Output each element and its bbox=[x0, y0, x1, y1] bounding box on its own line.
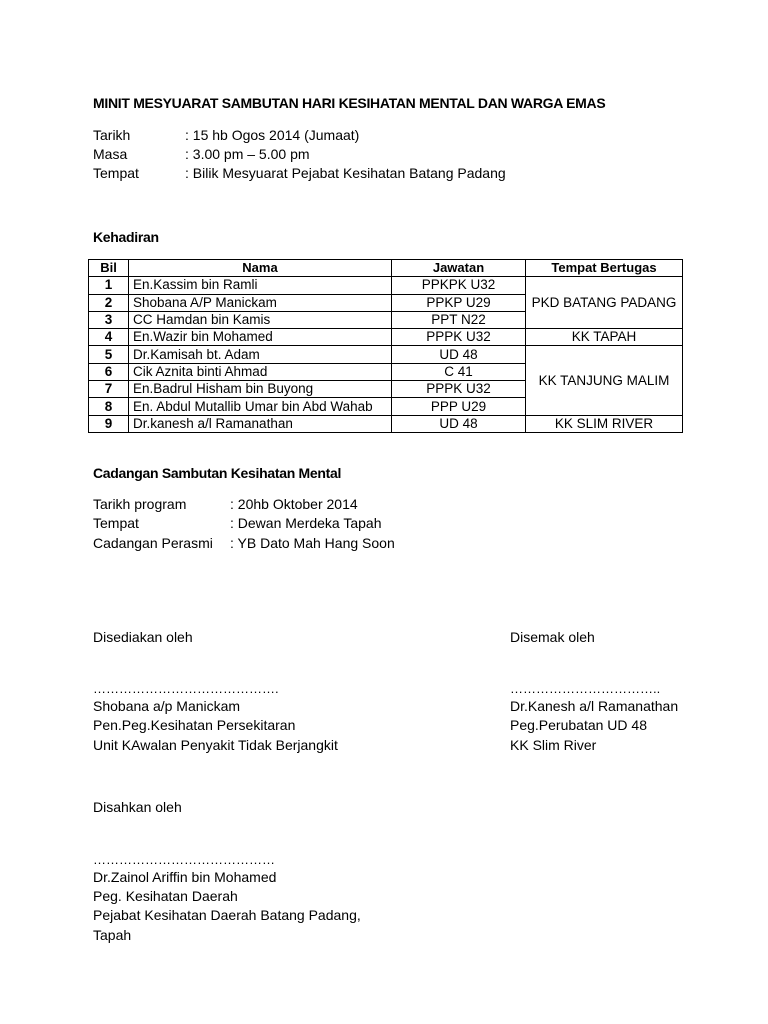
disediakan-position: Pen.Peg.Kesihatan Persekitaran bbox=[93, 717, 296, 733]
disemak-label: Disemak oleh bbox=[510, 629, 595, 645]
perasmi-value: : YB Dato Mah Hang Soon bbox=[230, 535, 395, 551]
header-nama: Nama bbox=[129, 260, 392, 277]
program-venue-label: Tempat bbox=[93, 515, 139, 531]
header-bil: Bil bbox=[89, 260, 129, 277]
row-nama: Dr.kanesh a/l Ramanathan bbox=[129, 415, 392, 432]
row-bil: 9 bbox=[89, 415, 129, 432]
header-jawatan: Jawatan bbox=[392, 260, 526, 277]
tempat-value: : Bilik Mesyuarat Pejabat Kesihatan Batang Padang bbox=[185, 165, 506, 181]
row-bil: 2 bbox=[89, 294, 129, 311]
masa-value: : 3.00 pm – 5.00 pm bbox=[185, 146, 310, 162]
table-row bbox=[89, 346, 683, 363]
row-nama: Shobana A/P Manickam bbox=[129, 294, 392, 311]
table-row bbox=[89, 415, 683, 432]
disemak-unit: KK Slim River bbox=[510, 737, 597, 753]
program-venue-value: : Dewan Merdeka Tapah bbox=[230, 515, 382, 531]
attendance-table bbox=[88, 259, 683, 433]
perasmi-label: Cadangan Perasmi bbox=[93, 535, 213, 551]
row-nama: Cik Aznita binti Ahmad bbox=[129, 363, 392, 380]
cadangan-heading: Cadangan Sambutan Kesihatan Mental bbox=[93, 465, 342, 481]
row-bil: 4 bbox=[89, 329, 129, 346]
disahkan-name: Dr.Zainol Ariffin bin Mohamed bbox=[93, 869, 277, 885]
disemak-name: Dr.Kanesh a/l Ramanathan bbox=[510, 698, 679, 714]
row-nama: En. Abdul Mutallib Umar bin Abd Wahab bbox=[129, 398, 392, 415]
disediakan-name: Shobana a/p Manickam bbox=[93, 698, 241, 714]
row-bil: 6 bbox=[89, 363, 129, 380]
tarikh-value: : 15 hb Ogos 2014 (Jumaat) bbox=[185, 127, 360, 143]
header-tempat: Tempat Bertugas bbox=[526, 260, 683, 277]
row-nama: CC Hamdan bin Kamis bbox=[129, 311, 392, 328]
disediakan-unit: Unit KAwalan Penyakit Tidak Berjangkit bbox=[93, 737, 338, 753]
disahkan-office: Pejabat Kesihatan Daerah Batang Padang, bbox=[93, 907, 361, 923]
document-title: MINIT MESYUARAT SAMBUTAN HARI KESIHATAN MENTAL DAN WARGA EMAS bbox=[93, 95, 606, 111]
row-bil: 3 bbox=[89, 311, 129, 328]
disediakan-label: Disediakan oleh bbox=[93, 629, 193, 645]
disahkan-town: Tapah bbox=[93, 927, 132, 943]
tempat-label: Tempat bbox=[93, 165, 139, 181]
row-jawatan: C 41 bbox=[392, 363, 526, 380]
disemak-position: Peg.Perubatan UD 48 bbox=[510, 717, 647, 733]
disahkan-signature-line: …………………………………… bbox=[93, 852, 275, 867]
program-date-value: : 20hb Oktober 2014 bbox=[230, 496, 358, 512]
row-jawatan: PPP U29 bbox=[392, 398, 526, 415]
program-date-label: Tarikh program bbox=[93, 496, 187, 512]
disemak-signature-line: …………………………….. bbox=[510, 681, 661, 696]
place-tanjung-malim: KK TANJUNG MALIM bbox=[526, 346, 683, 415]
place-tapah: KK TAPAH bbox=[526, 329, 683, 346]
row-jawatan: PPKP U29 bbox=[392, 294, 526, 311]
row-jawatan: UD 48 bbox=[392, 415, 526, 432]
table-row bbox=[89, 329, 683, 346]
place-pkd: PKD BATANG PADANG bbox=[526, 277, 683, 329]
masa-label: Masa bbox=[93, 146, 128, 162]
row-nama: Dr.Kamisah bt. Adam bbox=[129, 346, 392, 363]
row-jawatan: PPKPK U32 bbox=[392, 277, 526, 294]
row-jawatan: UD 48 bbox=[392, 346, 526, 363]
row-nama: En.Badrul Hisham bin Buyong bbox=[129, 381, 392, 398]
disahkan-position: Peg. Kesihatan Daerah bbox=[93, 888, 238, 904]
disahkan-label: Disahkan oleh bbox=[93, 799, 182, 815]
tarikh-label: Tarikh bbox=[93, 127, 131, 143]
disediakan-signature-line: ……………………………………. bbox=[93, 681, 279, 696]
table-header-row bbox=[89, 260, 683, 277]
row-nama: En.Wazir bin Mohamed bbox=[129, 329, 392, 346]
row-jawatan: PPPK U32 bbox=[392, 381, 526, 398]
row-bil: 1 bbox=[89, 277, 129, 294]
row-jawatan: PPPK U32 bbox=[392, 329, 526, 346]
table-row bbox=[89, 277, 683, 294]
row-bil: 8 bbox=[89, 398, 129, 415]
kehadiran-heading: Kehadiran bbox=[93, 229, 159, 245]
row-nama: En.Kassim bin Ramli bbox=[129, 277, 392, 294]
row-bil: 5 bbox=[89, 346, 129, 363]
row-bil: 7 bbox=[89, 381, 129, 398]
row-jawatan: PPT N22 bbox=[392, 311, 526, 328]
place-slim-river: KK SLIM RIVER bbox=[526, 415, 683, 432]
